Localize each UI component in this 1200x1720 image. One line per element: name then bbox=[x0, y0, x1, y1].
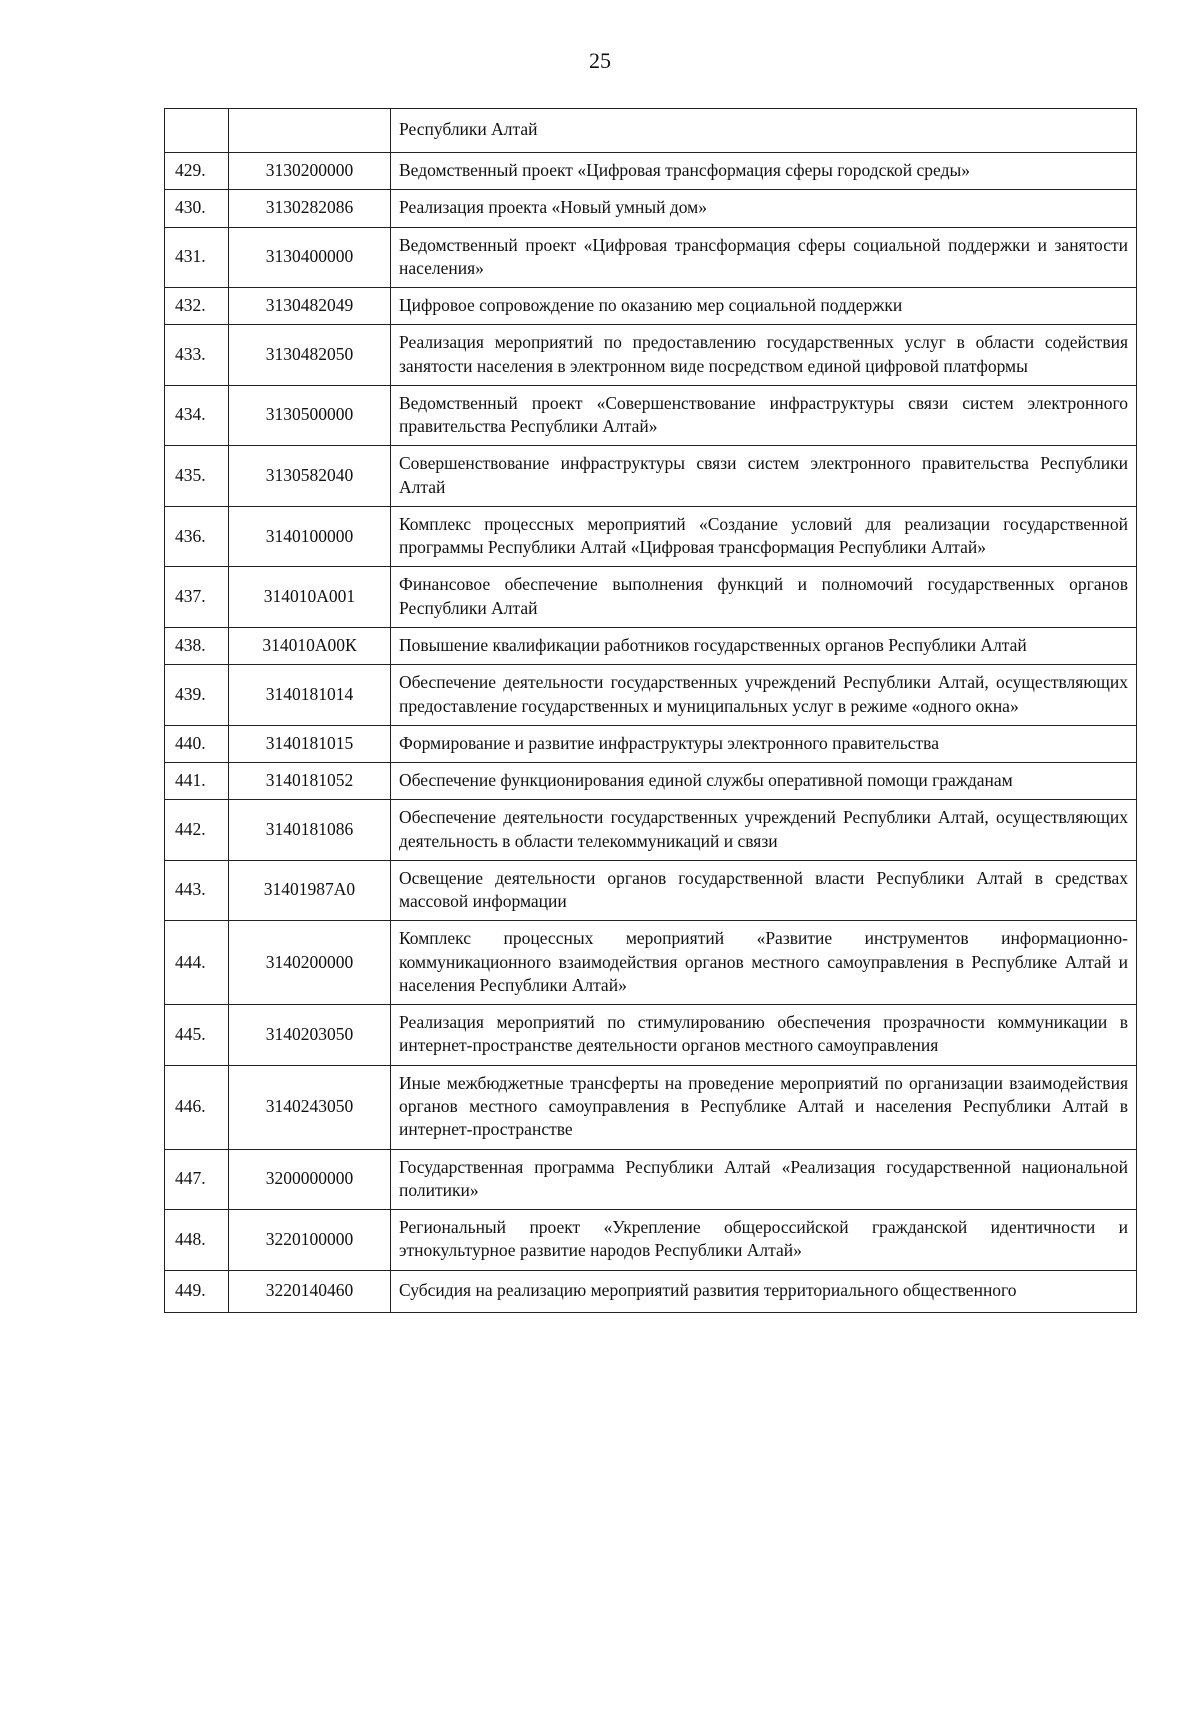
row-name: Обеспечение функционирования единой службы оперативной помощи гражданам bbox=[391, 763, 1137, 800]
table-row bbox=[165, 1065, 1137, 1149]
row-name: Субсидия на реализацию мероприятий развития территориального общественного bbox=[391, 1270, 1137, 1312]
row-code: 3140181052 bbox=[229, 763, 391, 800]
row-number: 435. bbox=[165, 446, 229, 507]
row-number: 443. bbox=[165, 860, 229, 921]
row-name: Реализация мероприятий по стимулированию обеспечения прозрачности коммуникации в интернет-пространстве деятельности органов местного самоуправления bbox=[391, 1005, 1137, 1066]
table-row bbox=[165, 288, 1137, 325]
table-row bbox=[165, 627, 1137, 664]
table-row bbox=[165, 763, 1137, 800]
row-code: 3140181086 bbox=[229, 800, 391, 861]
row-name: Государственная программа Республики Алтай «Реализация государственной национальной политики» bbox=[391, 1149, 1137, 1210]
row-code: 3220140460 bbox=[229, 1270, 391, 1312]
row-code: 3130482049 bbox=[229, 288, 391, 325]
table-body bbox=[165, 109, 1137, 1313]
row-name: Ведомственный проект «Цифровая трансформация сферы социальной поддержки и занятости населения» bbox=[391, 227, 1137, 288]
row-name: Реализация проекта «Новый умный дом» bbox=[391, 190, 1137, 227]
row-code: 3130482050 bbox=[229, 325, 391, 386]
row-number: 440. bbox=[165, 725, 229, 762]
row-code: 3140100000 bbox=[229, 506, 391, 567]
table-row bbox=[165, 725, 1137, 762]
table-row bbox=[165, 860, 1137, 921]
row-code: 3130400000 bbox=[229, 227, 391, 288]
row-name: Формирование и развитие инфраструктуры электронного правительства bbox=[391, 725, 1137, 762]
table-row bbox=[165, 1149, 1137, 1210]
table-row bbox=[165, 153, 1137, 190]
table-row bbox=[165, 385, 1137, 446]
table-row bbox=[165, 921, 1137, 1005]
page-number: 25 bbox=[589, 48, 611, 73]
row-name: Повышение квалификации работников государственных органов Республики Алтай bbox=[391, 627, 1137, 664]
table-row bbox=[165, 325, 1137, 386]
row-name: Реализация мероприятий по предоставлению государственных услуг в области содействия занятости населения в электронном виде посредством единой цифровой платформы bbox=[391, 325, 1137, 386]
row-code: 3130582040 bbox=[229, 446, 391, 507]
row-name: Обеспечение деятельности государственных учреждений Республики Алтай, осуществляющих деятельность в области телекоммуникаций и связи bbox=[391, 800, 1137, 861]
table-row bbox=[165, 190, 1137, 227]
row-code: 3130200000 bbox=[229, 153, 391, 190]
table-row bbox=[165, 227, 1137, 288]
row-code: 3130282086 bbox=[229, 190, 391, 227]
table-row bbox=[165, 567, 1137, 628]
row-name: Иные межбюджетные трансферты на проведение мероприятий по организации взаимодействия органов местного самоуправления в Республике Алтай и населения Республики Алтай в интернет-пространстве bbox=[391, 1065, 1137, 1149]
row-name: Региональный проект «Укрепление общероссийской гражданской идентичности и этнокультурное развитие народов Республики Алтай» bbox=[391, 1210, 1137, 1271]
table-row bbox=[165, 1210, 1137, 1271]
row-number: 434. bbox=[165, 385, 229, 446]
row-code: 314010А001 bbox=[229, 567, 391, 628]
table-row bbox=[165, 665, 1137, 726]
table-row bbox=[165, 446, 1137, 507]
row-code: 3140243050 bbox=[229, 1065, 391, 1149]
row-number: 436. bbox=[165, 506, 229, 567]
row-number: 432. bbox=[165, 288, 229, 325]
row-name: Совершенствование инфраструктуры связи систем электронного правительства Республики Алтай bbox=[391, 446, 1137, 507]
table-row-continuation bbox=[165, 109, 1137, 153]
row-number: 448. bbox=[165, 1210, 229, 1271]
row-code: 3220100000 bbox=[229, 1210, 391, 1271]
budget-code-table bbox=[164, 108, 1137, 1313]
row-number: 439. bbox=[165, 665, 229, 726]
row-code: 3140181014 bbox=[229, 665, 391, 726]
row-number: 447. bbox=[165, 1149, 229, 1210]
row-code: 3140200000 bbox=[229, 921, 391, 1005]
row-name: Освещение деятельности органов государственной власти Республики Алтай в средствах массовой информации bbox=[391, 860, 1137, 921]
row-number: 433. bbox=[165, 325, 229, 386]
row-code bbox=[229, 109, 391, 153]
table-row bbox=[165, 800, 1137, 861]
table-row bbox=[165, 506, 1137, 567]
row-code: 3140181015 bbox=[229, 725, 391, 762]
row-number bbox=[165, 109, 229, 153]
row-name: Ведомственный проект «Совершенствование инфраструктуры связи систем электронного правительства Республики Алтай» bbox=[391, 385, 1137, 446]
row-number: 445. bbox=[165, 1005, 229, 1066]
row-code: 3130500000 bbox=[229, 385, 391, 446]
table-row bbox=[165, 1005, 1137, 1066]
row-name: Обеспечение деятельности государственных учреждений Республики Алтай, осуществляющих предоставление государственных и муниципальных услуг в режиме «одного окна» bbox=[391, 665, 1137, 726]
row-name: Комплекс процессных мероприятий «Развитие инструментов информационно-коммуникационного взаимодействия органов местного самоуправления в Республике Алтай и населения Республики Алтай» bbox=[391, 921, 1137, 1005]
row-number: 431. bbox=[165, 227, 229, 288]
table-row bbox=[165, 1270, 1137, 1312]
row-number: 444. bbox=[165, 921, 229, 1005]
row-code: 31401987А0 bbox=[229, 860, 391, 921]
row-code: 3200000000 bbox=[229, 1149, 391, 1210]
row-name: Комплекс процессных мероприятий «Создание условий для реализации государственной программы Республики Алтай «Цифровая трансформация Республики Алтай» bbox=[391, 506, 1137, 567]
row-code: 314010А00К bbox=[229, 627, 391, 664]
row-number: 438. bbox=[165, 627, 229, 664]
row-number: 437. bbox=[165, 567, 229, 628]
row-number: 442. bbox=[165, 800, 229, 861]
row-number: 449. bbox=[165, 1270, 229, 1312]
row-code: 3140203050 bbox=[229, 1005, 391, 1066]
row-name: Финансовое обеспечение выполнения функций и полномочий государственных органов Республики Алтай bbox=[391, 567, 1137, 628]
row-name: Ведомственный проект «Цифровая трансформация сферы городской среды» bbox=[391, 153, 1137, 190]
row-number: 446. bbox=[165, 1065, 229, 1149]
row-number: 441. bbox=[165, 763, 229, 800]
row-number: 429. bbox=[165, 153, 229, 190]
row-number: 430. bbox=[165, 190, 229, 227]
row-name: Республики Алтай bbox=[391, 109, 1137, 153]
row-name: Цифровое сопровождение по оказанию мер социальной поддержки bbox=[391, 288, 1137, 325]
